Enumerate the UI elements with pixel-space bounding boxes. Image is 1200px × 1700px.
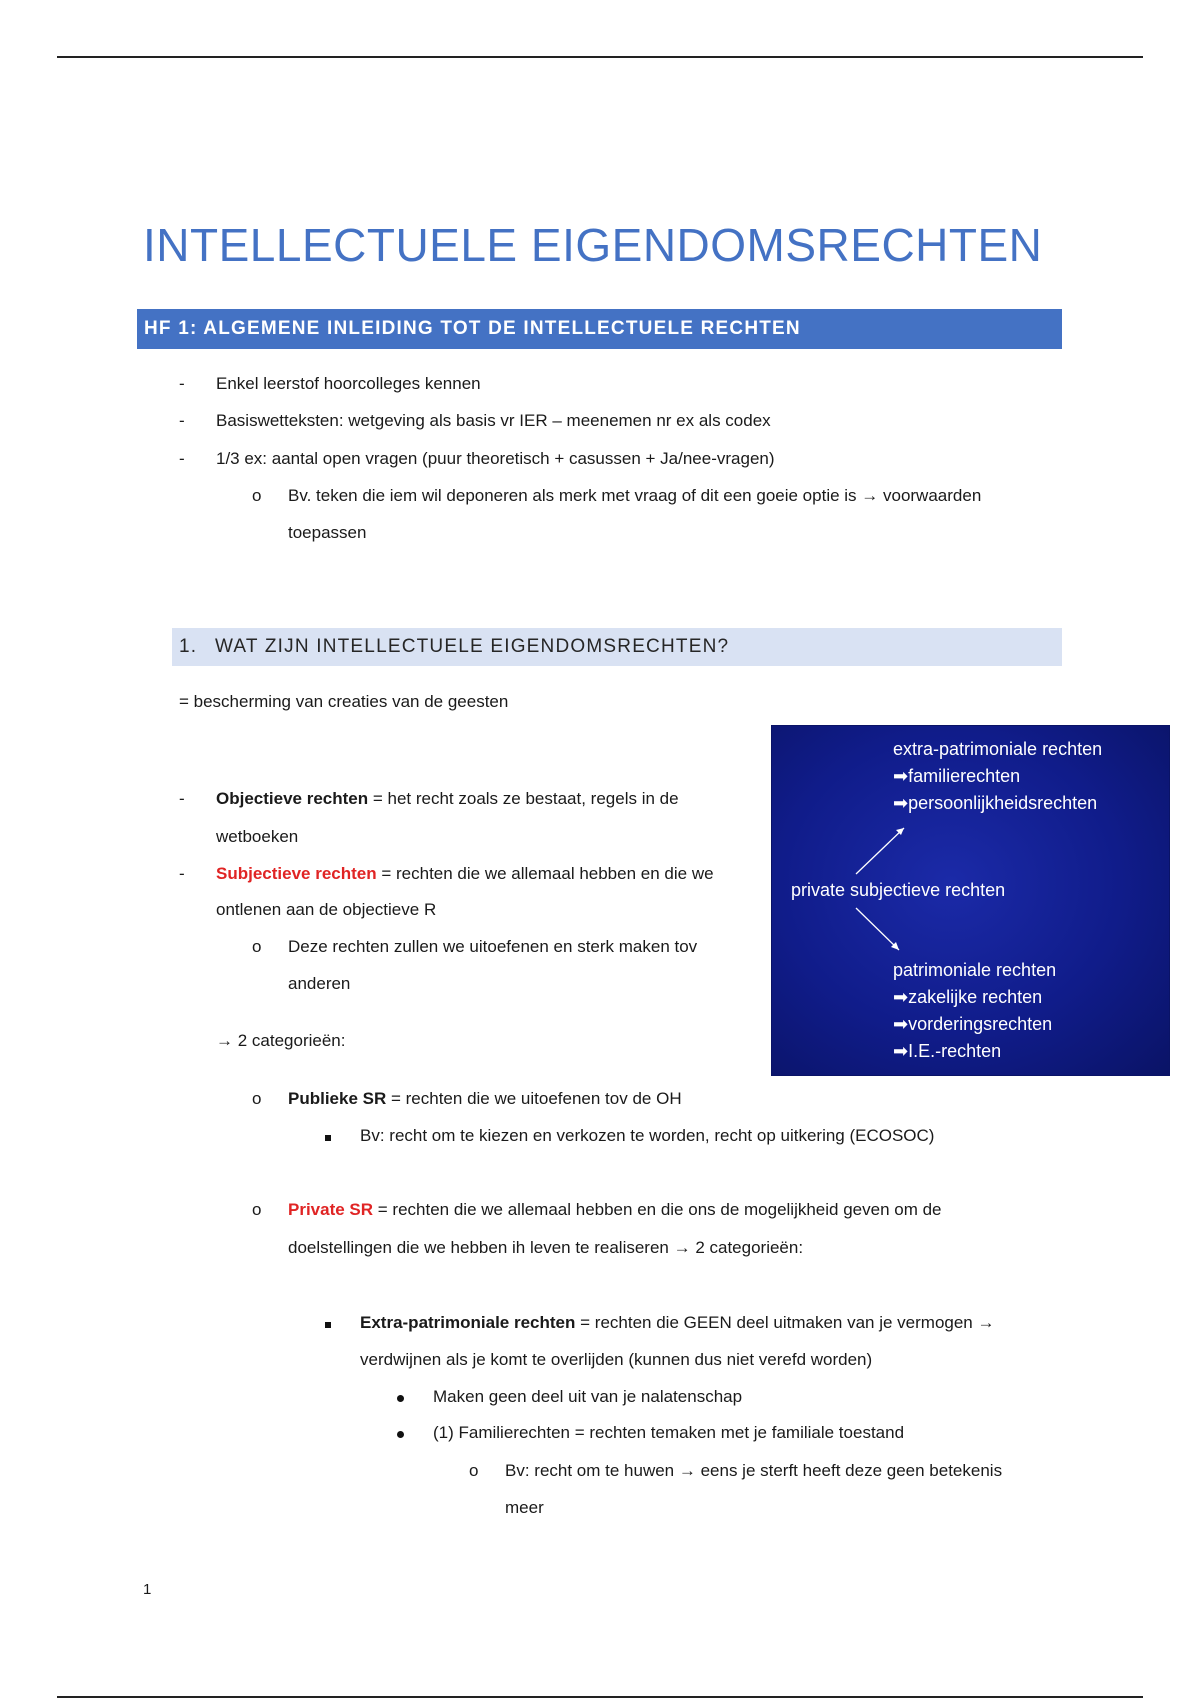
intro-item-2: Basiswetteksten: wetgeving als basis vr IER – meenemen nr ex als codex [216,411,771,430]
extra-patrimonial-point-2: (1) Familierechten = rechten temaken met je familiale toestand [433,1423,905,1442]
slide-top-item-1: ➡familierechten [893,766,1021,786]
public-sr-text: = rechten die we uitoefenen tov de OH [386,1089,682,1108]
sub-bullet-marker: o [252,937,262,956]
intro-item-3: 1/3 ex: aantal open vragen (puur theoretisch + casussen + Ja/nee-vragen) [216,449,775,468]
slide-top-heading: extra-patrimoniale rechten [893,739,1103,759]
subjective-rights-line-1 [216,863,714,885]
slide-top-item-2: ➡persoonlijkheidsrechten [893,793,1098,813]
public-sr-line [288,1088,682,1110]
extra-patrimonial-term: Extra-patrimoniale rechten [360,1313,576,1332]
categories-line: → 2 categorieën: [216,1031,346,1050]
private-sr-term: Private SR [288,1200,374,1219]
bullet-marker: - [179,374,185,393]
slide-bottom-heading: patrimoniale rechten [893,960,1057,980]
family-rights-example-line-1: Bv: recht om te huwen → eens je sterft heeft deze geen betekenis [505,1461,1003,1480]
family-rights-example-line-2: meer [505,1498,544,1517]
section-heading [172,628,1062,666]
bullet-marker: - [179,411,185,430]
extra-patrimonial-line-1 [360,1312,995,1334]
bullet-marker: - [179,864,185,883]
subjective-sub-line-1: Deze rechten zullen we uitoefenen en sterk maken tov [288,937,698,956]
sub-bullet-marker: o [252,1089,262,1108]
public-sr-term: Publieke SR [288,1089,387,1108]
private-sr-line-1 [288,1199,942,1221]
slide-center-label: private subjectieve rechten [791,880,1006,900]
extra-patrimonial-point-1: Maken geen deel uit van je nalatenschap [433,1387,743,1406]
slide-bottom-item-3: ➡I.E.-rechten [893,1041,1002,1061]
arrow-up [856,828,904,874]
objective-rights-line-2: wetboeken [216,827,299,846]
rights-diagram-slide [771,725,1170,1076]
extra-patrimonial-line-2: verdwijnen als je komt te overlijden (kunnen dus niet verefd worden) [360,1350,873,1369]
objective-rights-text: = het recht zoals ze bestaat, regels in de [368,789,679,808]
public-sr-example: Bv: recht om te kiezen en verkozen te worden, recht op uitkering (ECOSOC) [360,1126,935,1145]
intro-sub-item-line-1: Bv. teken die iem wil deponeren als merk met vraag of dit een goeie optie is → voorwaarden [288,486,982,505]
bullet-marker: - [179,449,185,468]
page-number: 1 [143,1581,152,1598]
intro-sub-item-line-2: toepassen [288,523,367,542]
sub-bullet-marker: o [469,1461,479,1480]
private-sr-text: = rechten die we allemaal hebben en die ons de mogelijkheid geven om de [373,1200,942,1219]
bullet-marker: - [179,789,185,808]
subjective-sub-line-2: anderen [288,974,351,993]
objective-rights-line-1 [216,788,679,810]
square-bullet [325,1312,331,1334]
document-title: INTELLECTUELE EIGENDOMSRECHTEN [143,219,1043,271]
arrow-down [856,908,899,950]
section-title: WAT ZIJN INTELLECTUELE EIGENDOMSRECHTEN? [215,636,730,657]
header-rule [57,56,1143,58]
footer-rule [57,1696,1143,1698]
subjective-rights-text: = rechten die we allemaal hebben en die we [376,864,714,883]
sub-bullet-marker: o [252,1200,262,1219]
sub-bullet-marker: o [252,486,262,505]
subjective-rights-term: Subjectieve rechten [216,864,377,883]
chapter-heading: HF 1: ALGEMENE INLEIDING TOT DE INTELLECTUELE RECHTEN [137,309,1062,349]
slide-bottom-item-1: ➡zakelijke rechten [893,987,1043,1007]
slide-bottom-item-2: ➡vorderingsrechten [893,1014,1053,1034]
intro-item-1: Enkel leerstof hoorcolleges kennen [216,374,481,393]
subjective-rights-line-2: ontlenen aan de objectieve R [216,900,437,919]
square-bullet [325,1125,331,1147]
round-bullet [397,1386,404,1408]
objective-rights-term: Objectieve rechten [216,789,369,808]
round-bullet [397,1422,404,1444]
extra-patrimonial-text: = rechten die GEEN deel uitmaken van je vermogen → [575,1313,995,1332]
definition: = bescherming van creaties van de geesten [179,692,509,711]
private-sr-line-2: doelstellingen die we hebben ih leven te realiseren → 2 categorieën: [288,1238,804,1257]
section-number: 1. [179,636,198,657]
